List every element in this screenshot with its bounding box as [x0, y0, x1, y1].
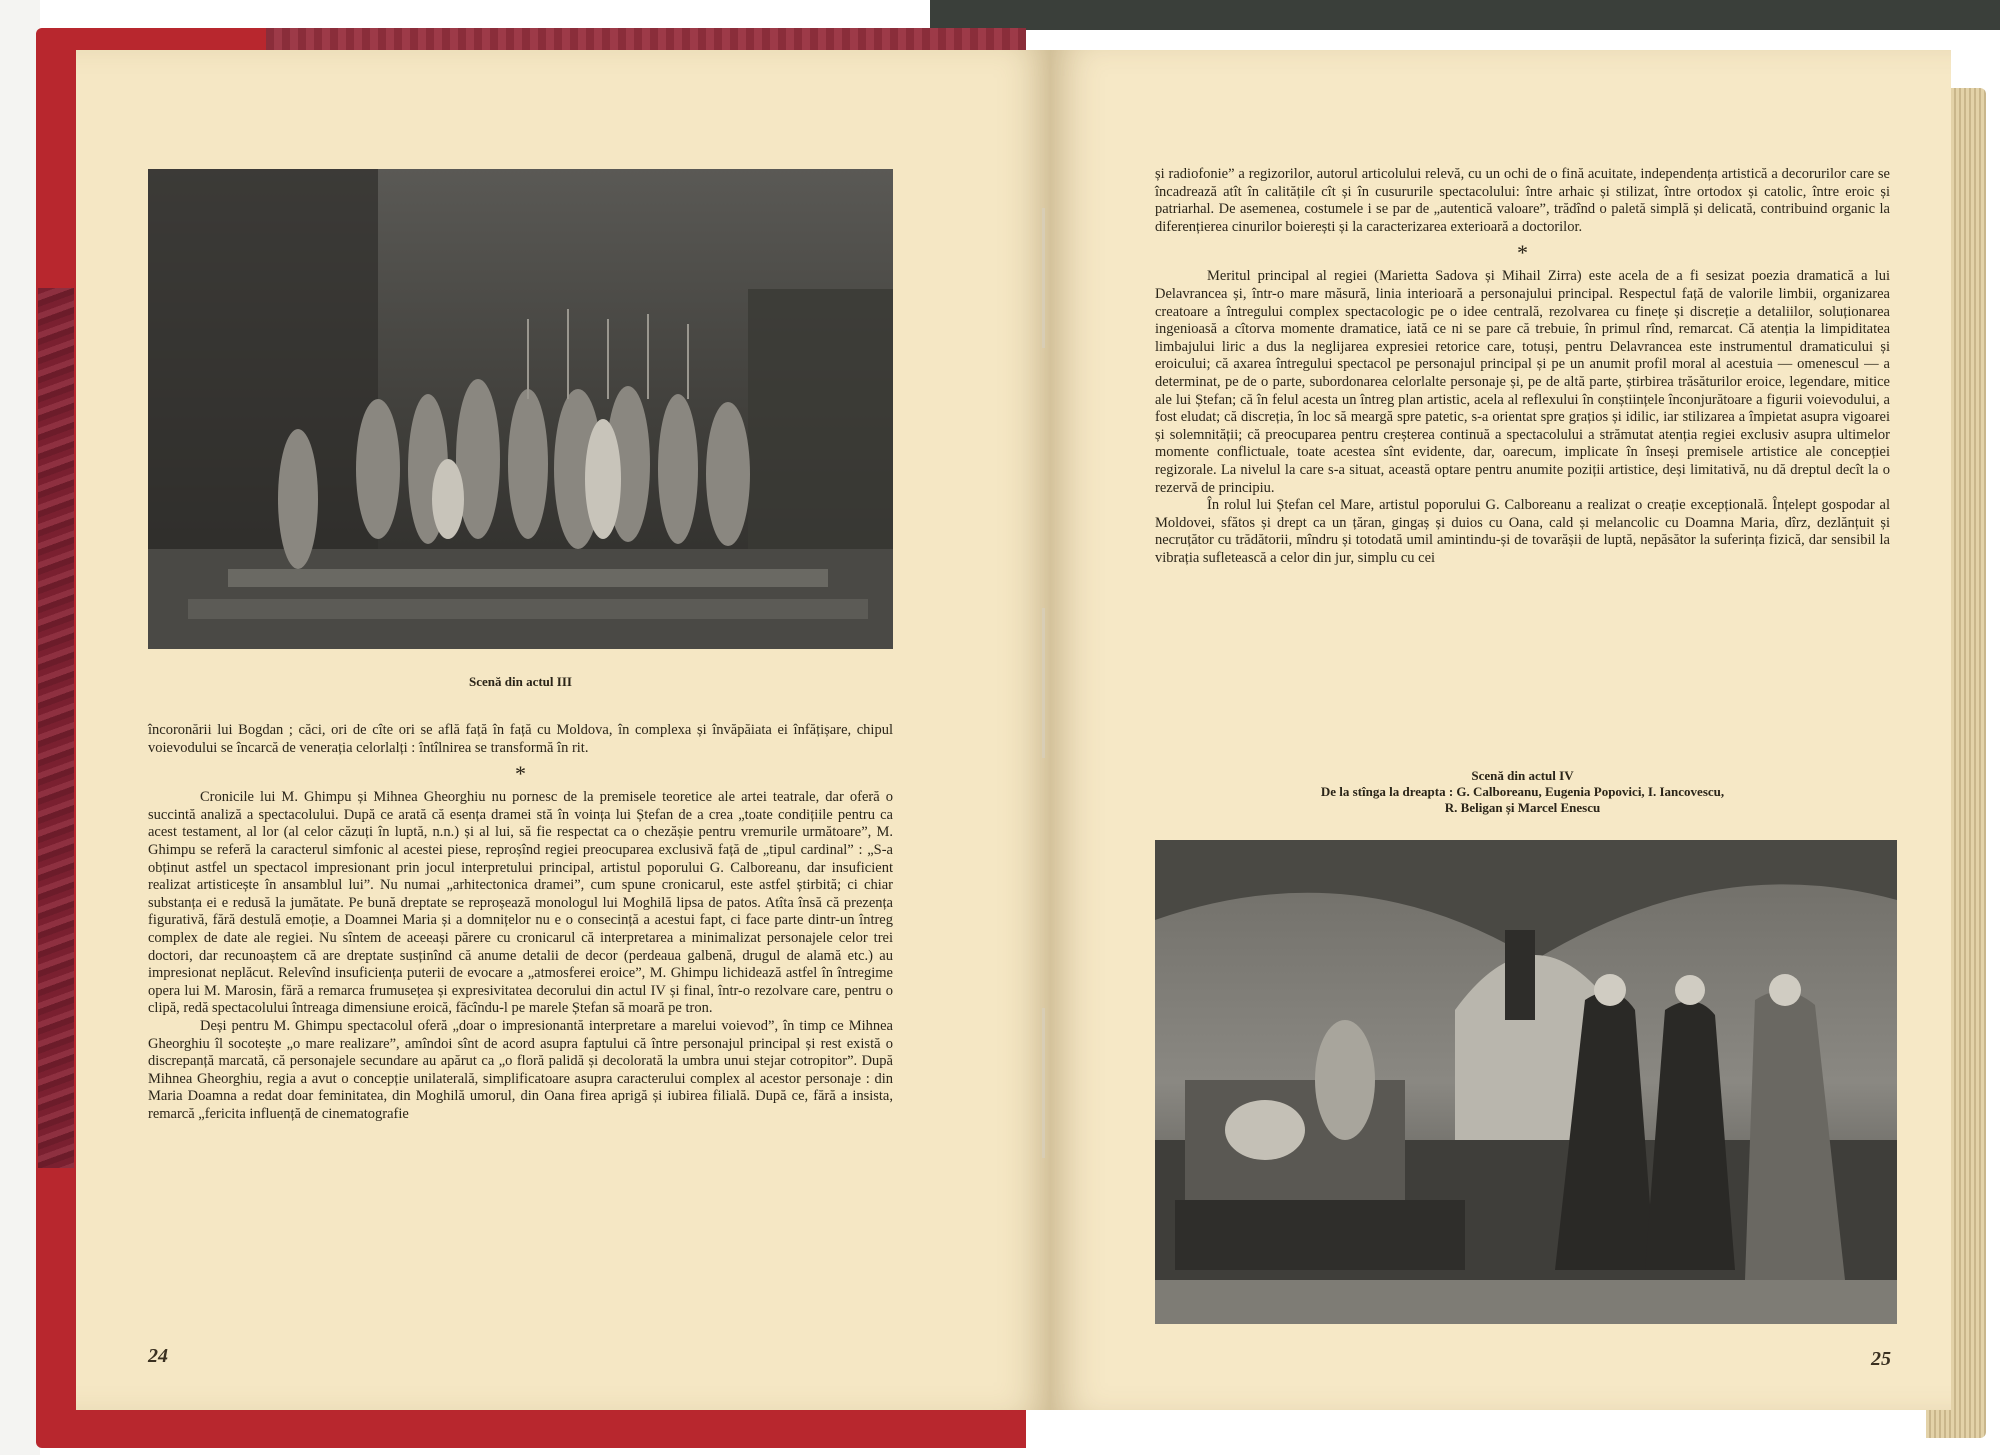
photo-caption-act-3: Scenă din actul III [469, 674, 572, 689]
paragraph: Meritul principal al regiei (Marietta Sadova și Mihail Zirra) este acela de a fi sesizat poezia dramatică a lui Delavrancea și, într-o mare măsură, linia interioară a personajului principal. Respectul față de valorile limbii, organizarea creatoare a întregului complex spectacologic pe o idee centrală, rezolvarea cu finețe și discreție a detaliilor, soluționarea ingenioasă a cîtorva momente dramatice, iată ce ni se pare că trebuie, în primul rînd, remarcat. Că atenția la limpiditatea limbajului liric a dus la neglijarea expresiei retorice care, totuși, pentru Delavrancea este instrumentul dramaticului și eroicului; că axarea întregului spectacol pe personajul principal și pe un anumit profil moral al acestuia — omenescul — a determinat, pe de o parte, subordonarea celorlalte personaje și, pe de altă parte, știrbirea trăsăturilor eroice, legendare, mitice ale lui Ștefan; că în felul acesta un întreg plan artistic, acela al reflexului în conștiințele înconjurătoare a figurii voievodului, a fost eludat; că discreția, în loc să meargă spre patetic, s-a orientat spre grațios și idilic, iar stilizarea a împietat asupra vigoarei și solemnității; că preocuparea pentru creșterea continuă a spectacolului a strămutat atenția regiei exclusiv asupra ultimelor momente conflictuale, toate acestea sînt evidente, dar, oarecum, implicate în înseși premisele artistice ale concepției regizorale. La nivelul la care s-a situat, această optare pentru anumite poziții artistice, deși limitativă, nu dă dreptul decît la o rezervă de principiu. [1155, 268, 1890, 496]
page-number: 25 [1871, 1348, 1891, 1370]
section-separator: * [515, 761, 526, 787]
paragraph: În rolul lui Ștefan cel Mare, artistul poporului G. Calboreanu a realizat o creație excepțională. Înțelept gospodar al Moldovei, sfătos și drept ca un țăran, gingaș și duios cu Oana, cald și melancolic cu Doamna Maria, dîrz, dezlănțuit și necruțător cu trădătorii, mîndru și totodată umil amintindu-și de tovarășii de luptă, nepăsător la suferința fizică, dar sensibil la vibrația sufletească a celor din jur, simplu cu cei [1155, 497, 1890, 566]
left-page-text [148, 722, 893, 1123]
binding-thread [1042, 608, 1045, 758]
right-page-text-top [1155, 166, 1890, 567]
stage-scene-photo-act-3 [148, 169, 893, 649]
paragraph: încoronării lui Bogdan ; căci, ori de cîte ori se află față în față cu Moldova, în complexa și învăpăiata ei înfățișare, chipul voievodului se încarcă de venerația celorlalți : întîlnirea se transformă în rit. [148, 722, 893, 756]
section-separator: * [1517, 240, 1528, 266]
binding-thread [1042, 1008, 1045, 1158]
caption-line: Scenă din actul IV [1471, 768, 1574, 783]
stage-scene-photo-act-4 [1155, 840, 1897, 1324]
cover-marbled-top [266, 28, 1026, 50]
caption-line: R. Beligan și Marcel Enescu [1444, 800, 1601, 815]
cover-marbled-spine [38, 288, 74, 1168]
paragraph: Cronicile lui M. Ghimpu și Mihnea Gheorghiu nu pornesc de la premisele teoretice ale artei teatrale, dar oferă o succintă analiză a spectacolului. După ce arată că esența dramei stă în voința lui Ștefan de a crea „toate condițiile pentru ca acest testament, al lor (al celor căzuți în luptă, n.n.) și al lui, să fie respectat ca o chezășie pentru vremurile următoare”, M. Ghimpu se referă la caracterul simfonic al acestei piese, reproșînd regiei preocuparea exclusivă față de „tipul cardinal” : „S-a obținut astfel un spectacol impresionant prin jocul interpretului principal, artistul poporului G. Calboreanu, dar insuficient realizat artisticește în ansamblul lui”. Nu numai „arhitectonica dramei”, cum spune cronicarul, este astfel știrbită; ci chiar substanța ei e redusă la jumătate. Pe bună dreptate se reproșează monologul lui Moghilă lipsa de patos. Atîta însă că prezența figurativă, fără destulă emoție, a Doamnei Maria și a domnițelor nu e o consecință a acestui fapt, ci face parte dintr-un întreg complex de date ale regiei. Nu sîntem de aceeași părere cu cronicarul că interpretarea a minimalizat personajele celor trei doctori, dar recunoaștem că are dreptate susținînd că anume detalii de decor (perdeaua galbenă, drugul de alamă etc.) au impresionat neplăcut. Relevînd insuficiența puterii de evocare a „atmosferei eroice”, M. Ghimpu lichidează astfel în întregime opera lui M. Marosin, fără a remarca frumusețea și expresivitatea decorului din actul IV și final, într-o rezolvare care, pentru o clipă, redă spectacolului întreaga dimensiune eroică, făcîndu-l pe marele Ștefan să moară pe tron. [148, 789, 893, 1017]
open-book [36, 28, 1986, 1448]
binding-thread [1042, 208, 1045, 348]
paragraph: și radiofonie” a regizorilor, autorul articolului relevă, cu un ochi de o fină acuitate, independența artistică a decorurilor care se încadrează atît în calitățile cît și în cusururile spectacolului: între arhaic și stilizat, între ortodox și catolic, între eroic și patriarhal. De asemenea, costumele i se par de „autentică valoare”, trădînd o paletă simplă și delicată, contribuind organic la diferențierea cinurilor boierești și la caracterizarea exterioară a doctorilor. [1155, 166, 1890, 235]
caption-line: De la stînga la dreapta : G. Calboreanu, Eugenia Popovici, I. Iancovescu, [1320, 784, 1725, 799]
left-page [76, 50, 1051, 1410]
scanner-edge [930, 0, 2000, 30]
right-page [1051, 50, 1951, 1410]
paragraph: Deși pentru M. Ghimpu spectacolul oferă „doar o impresionantă interpretare a marelui voievod”, în timp ce Mihnea Gheorghiu îl socotește „o mare realizare”, amîndoi sînt de acord asupra faptului că între personajul principal și rest există o discrepanță marcată, că personajele secundare au apărut ca „o floră palidă și decolorată la umbra unui stejar cotropitor”. După Mihnea Gheorghiu, regia a avut o concepție unilaterală, simplificatoare asupra caracterului complex al acestor personaje : din Maria Doamna a redat doar feminitatea, din Moghilă umorul, din Oana firea aprigă și iubirea filială. După ce, fără a insista, remarcă „fericita influență de cinematografie [148, 1017, 893, 1122]
page-number: 24 [148, 1345, 168, 1367]
scanner-bed [0, 0, 40, 1455]
photo-caption-act-4 [1155, 768, 1890, 816]
